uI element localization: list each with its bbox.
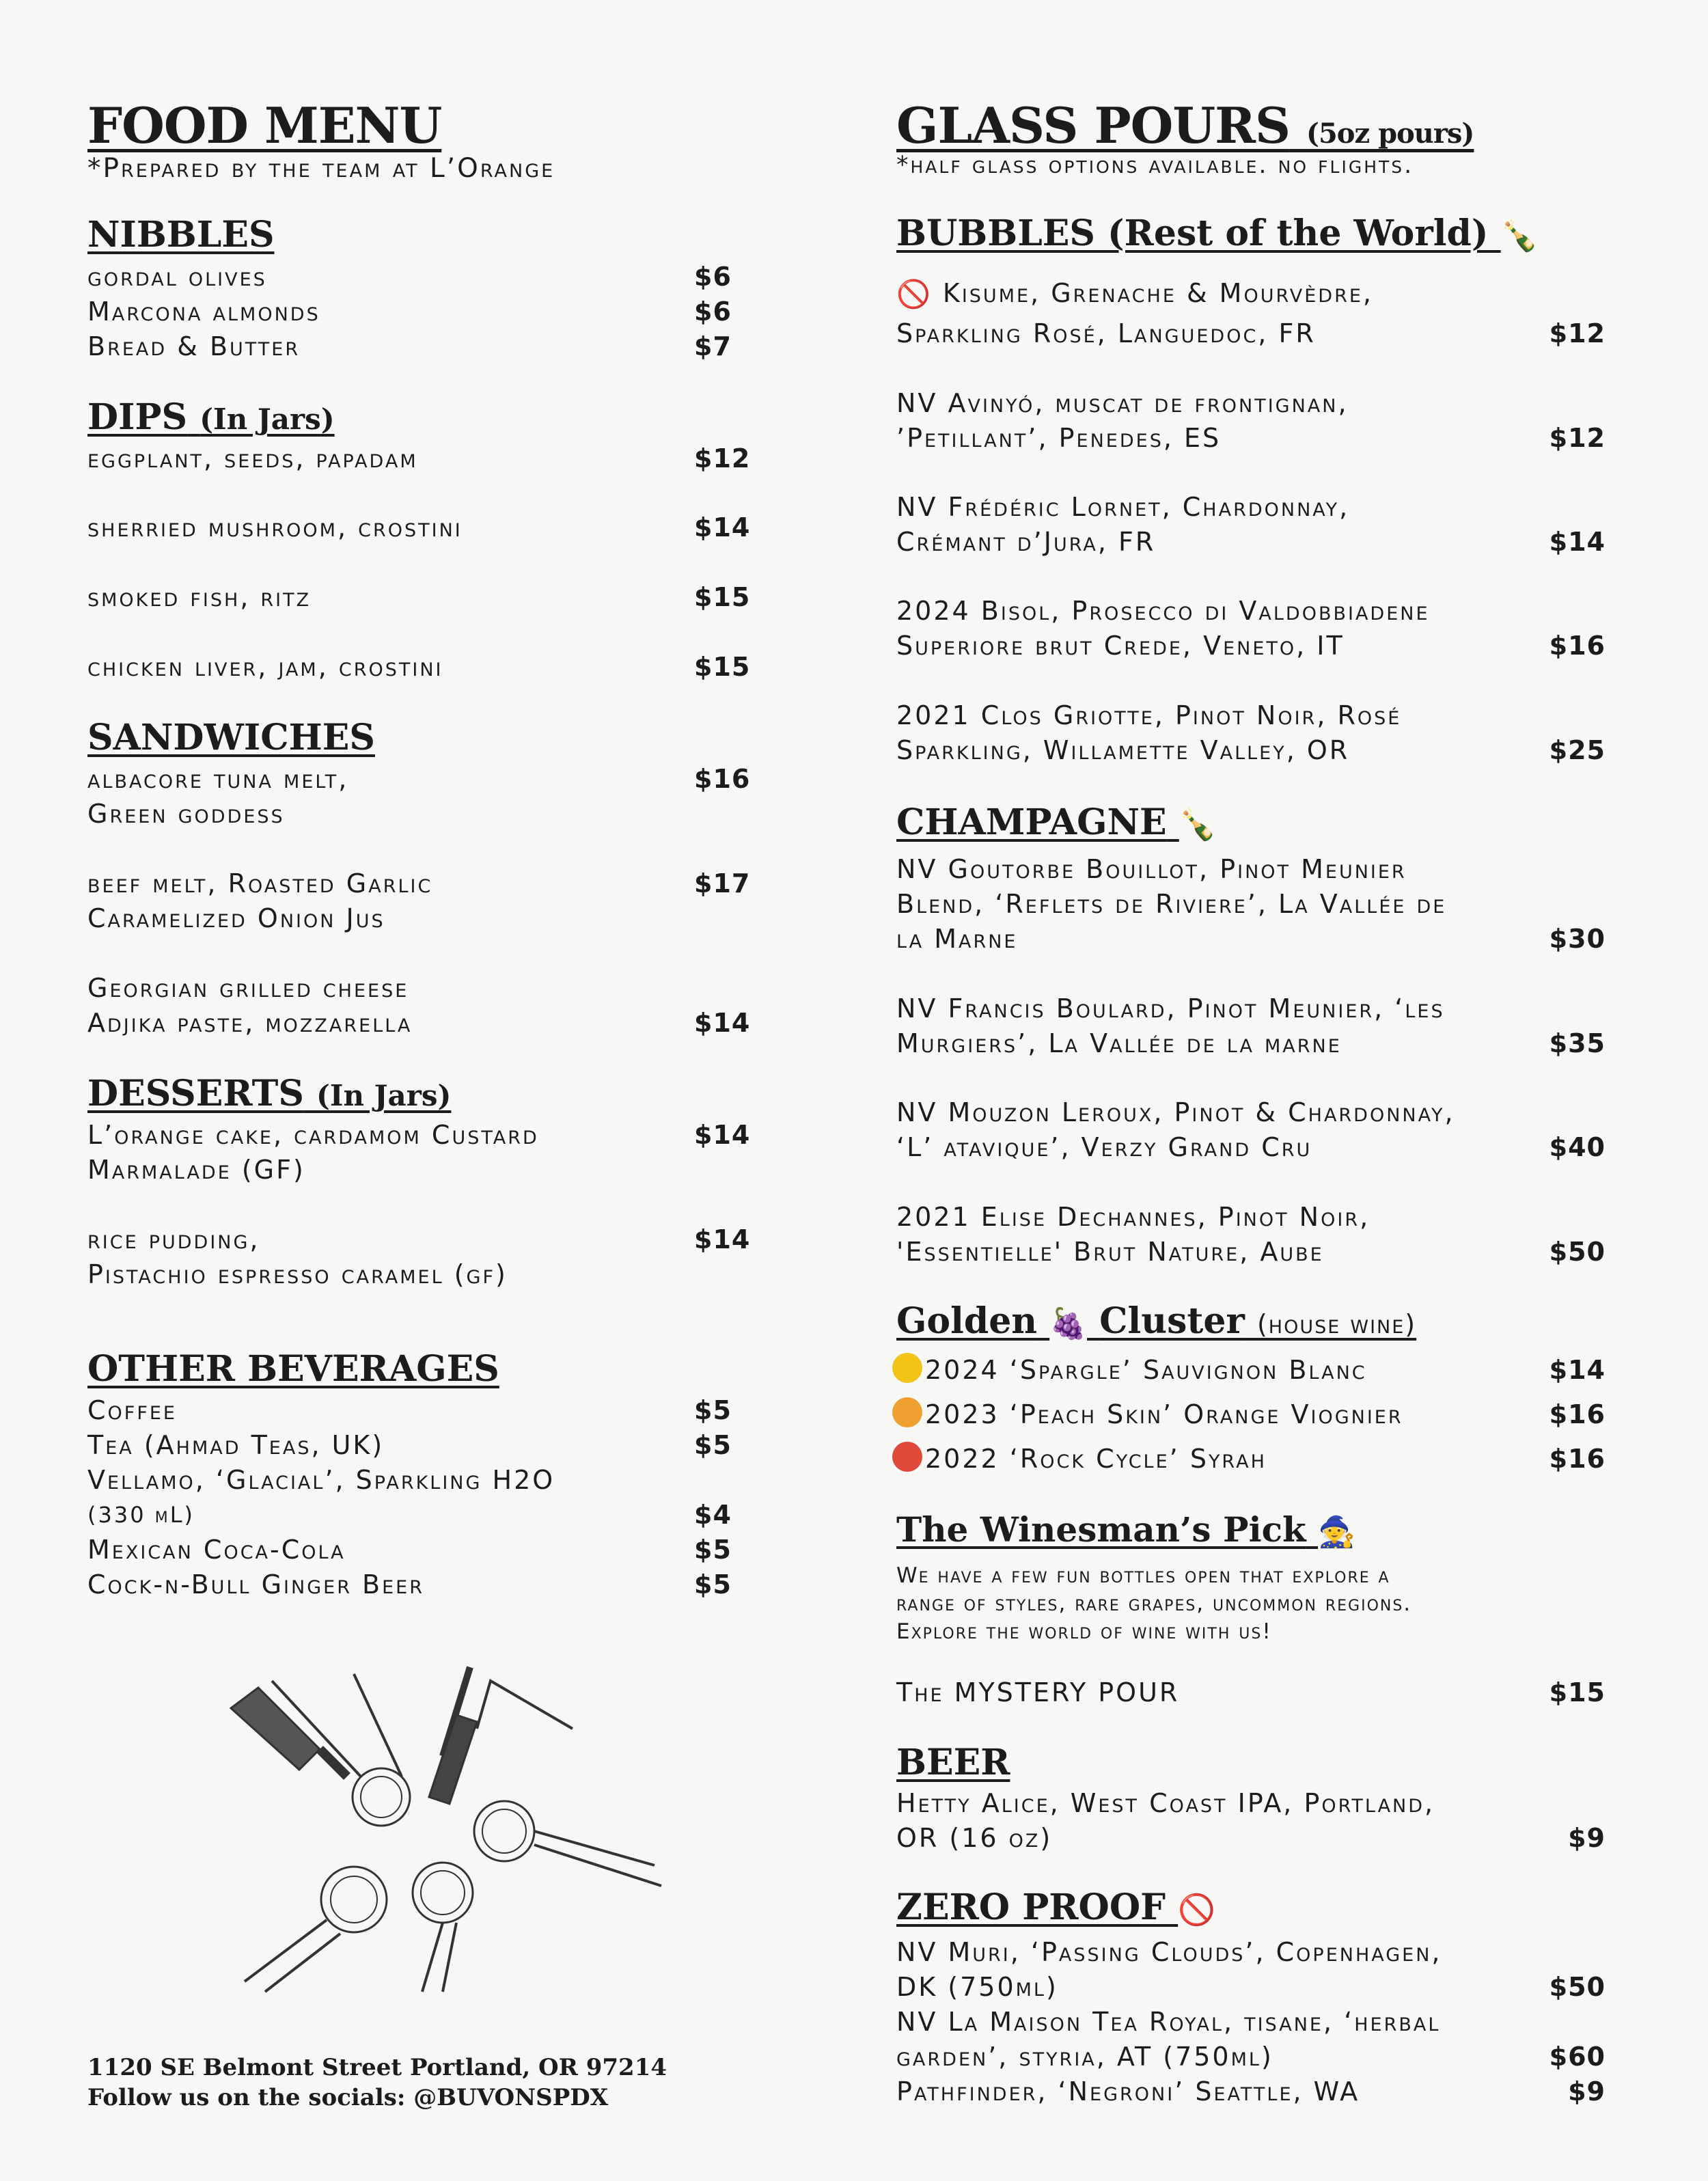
zero-proof-item: Pathfinder, ‘Negroni’ Seattle, WA	[896, 2076, 1360, 2107]
house-wine-item	[892, 1353, 1367, 1388]
menu-price: $6	[694, 297, 732, 327]
wine-price: $25	[1549, 735, 1606, 765]
beer-item-detail: OR (16 oz)	[896, 1823, 1053, 1853]
wizard-icon: 🧙	[1318, 1515, 1355, 1550]
wine-price: $12	[1549, 423, 1606, 453]
champagne-bottle-icon: 🍾	[1179, 807, 1217, 842]
section-heading-dips	[87, 396, 335, 438]
wine-item-detail: ’Petillant’, Penedes, ES	[896, 423, 1222, 453]
house-heading-a: Golden	[896, 1300, 1038, 1342]
wine-item-name: Kisume, Grenache & Mourvèdre,	[942, 278, 1373, 308]
menu-item: Cock-n-Bull Ginger Beer	[87, 1569, 424, 1600]
wine-item-detail: Sparkling, Willamette Valley, OR	[896, 735, 1350, 765]
section-heading-desserts	[87, 1073, 452, 1114]
wine-item-detail: Superiore brut Crede, Veneto, IT	[896, 631, 1345, 661]
wine-price: $12	[1549, 318, 1606, 348]
menu-price: $7	[694, 331, 732, 361]
menu-item: rice pudding,	[87, 1224, 260, 1254]
menu-item: beef melt, Roasted Garlic	[87, 868, 433, 899]
menu-price: $5	[694, 1535, 732, 1565]
menu-item: Mexican Coca-Cola	[87, 1535, 346, 1565]
section-heading-beverages: OTHER BEVERAGES	[87, 1348, 499, 1390]
house-wine-name: 2022 ‘Rock Cycle’ Syrah	[925, 1444, 1267, 1474]
grapes-icon: 🍇	[1049, 1306, 1088, 1341]
menu-item: Bread & Butter	[87, 331, 301, 361]
wine-item: 2024 Bisol, Prosecco di Valdobbiadene	[896, 596, 1430, 626]
menu-item-detail: (330 mL)	[87, 1502, 195, 1528]
menu-price: $14	[694, 512, 751, 543]
zero-proof-price: $50	[1549, 1972, 1606, 2002]
zero-proof-item-detail: DK (750ml)	[896, 1972, 1058, 2002]
menu-item: L’orange cake, cardamom Custard	[87, 1120, 539, 1150]
zero-proof-price: $60	[1549, 2042, 1606, 2072]
mystery-pour-item: The MYSTERY POUR	[896, 1677, 1180, 1707]
menu-price: $5	[694, 1395, 732, 1425]
wine-price: $30	[1549, 924, 1606, 954]
desserts-heading-label: DESSERTS	[87, 1073, 304, 1114]
beer-item: Hetty Alice, West Coast IPA, Portland,	[896, 1788, 1435, 1818]
house-wine-item	[892, 1442, 1267, 1477]
menu-price: $4	[694, 1500, 732, 1530]
section-heading-winesman	[896, 1509, 1355, 1550]
menu-item: Coffee	[87, 1395, 177, 1425]
menu-item: smoked fish, ritz	[87, 582, 312, 612]
zero-proof-item-detail: garden’, styria, AT (750ml)	[896, 2042, 1273, 2072]
toasting-glasses-illustration	[217, 1660, 689, 1995]
menu-price: $16	[694, 764, 751, 794]
wine-item: NV Mouzon Leroux, Pinot & Chardonnay,	[896, 1097, 1455, 1127]
glass-pours-title	[896, 96, 1474, 154]
wine-price: $15	[1549, 1677, 1606, 1707]
section-heading-house-wine	[896, 1300, 1417, 1342]
menu-item: Georgian grilled cheese	[87, 973, 409, 1003]
menu-item-detail: Adjika paste, mozzarella	[87, 1008, 413, 1038]
house-heading-note: (house wine)	[1256, 1309, 1417, 1339]
champagne-heading-label: CHAMPAGNE	[896, 801, 1167, 843]
wine-price: $14	[1549, 527, 1606, 557]
red-circle-icon	[892, 1442, 922, 1472]
wine-item: NV Avinyó, muscat de frontignan,	[896, 388, 1349, 418]
menu-price: $14	[694, 1120, 751, 1150]
menu-item: eggplant, seeds, papadam	[87, 443, 418, 474]
zero-proof-item: NV La Maison Tea Royal, tisane, ‘herbal	[896, 2007, 1441, 2037]
menu-item: Marcona almonds	[87, 297, 320, 327]
menu-price: $17	[694, 868, 751, 899]
dips-heading-paren: (In Jars)	[199, 402, 335, 436]
zero-proof-price: $9	[1568, 2076, 1606, 2107]
wine-price: $40	[1549, 1132, 1606, 1162]
menu-item-detail: Marmalade (GF)	[87, 1155, 305, 1185]
wine-price: $14	[1549, 1355, 1606, 1385]
glass-pours-title-note: (5oz pours)	[1306, 118, 1474, 150]
house-wine-name: 2023 ‘Peach Skin’ Orange Viognier	[925, 1399, 1403, 1429]
menu-item: Tea (Ahmad Teas, UK)	[87, 1430, 385, 1460]
wine-price: $35	[1549, 1028, 1606, 1058]
wine-item: 2021 Clos Griotte, Pinot Noir, Rosé	[896, 700, 1402, 730]
orange-circle-icon	[892, 1397, 922, 1427]
menu-price: $12	[694, 443, 751, 474]
champagne-bottle-icon: 🍾	[1500, 218, 1539, 253]
beer-price: $9	[1568, 1823, 1606, 1853]
menu-price: $15	[694, 582, 751, 612]
socials-handle: Follow us on the socials: @BUVONSPDX	[87, 2084, 609, 2111]
wine-item-detail: Sparkling Rosé, Languedoc, FR	[896, 318, 1316, 348]
menu-price: $6	[694, 262, 732, 292]
winesman-heading-label: The Winesman’s Pick	[896, 1509, 1306, 1550]
winesman-blurb-line: We have a few fun bottles open that explore a	[896, 1563, 1390, 1588]
section-heading-zero-proof	[896, 1887, 1215, 1928]
zero-proof-heading-label: ZERO PROOF	[896, 1887, 1166, 1928]
house-wine-item	[892, 1397, 1403, 1432]
menu-item: chicken liver, jam, crostini	[87, 652, 443, 682]
desserts-heading-paren: (In Jars)	[316, 1079, 452, 1112]
house-wine-name: 2024 ‘Spargle’ Sauvignon Blanc	[925, 1355, 1367, 1385]
wine-item	[896, 276, 1373, 312]
menu-price: $14	[694, 1224, 751, 1254]
menu-item: gordal olives	[87, 262, 267, 292]
bubbles-heading-label: BUBBLES (Rest of the World)	[896, 212, 1489, 254]
address: 1120 SE Belmont Street Portland, OR 97214	[87, 2054, 667, 2081]
wine-item: NV Goutorbe Bouillot, Pinot Meunier	[896, 854, 1407, 884]
glass-pours-subtitle: *half glass options available. no flights.	[896, 152, 1414, 179]
wine-price: $16	[1549, 1444, 1606, 1474]
wine-item-detail: Crémant d’Jura, FR	[896, 527, 1156, 557]
winesman-blurb-line: range of styles, rare grapes, uncommon regions.	[896, 1591, 1412, 1616]
menu-item: albacore tuna melt,	[87, 764, 349, 794]
glass-pours-title-label: GLASS POURS	[896, 96, 1290, 154]
menu-item: sherried mushroom, crostini	[87, 512, 463, 543]
wine-price: $16	[1549, 631, 1606, 661]
section-heading-champagne	[896, 801, 1217, 843]
dips-heading-label: DIPS	[87, 396, 188, 438]
wine-item-detail: Blend, ‘Reflets de Riviere’, La Vallée de	[896, 889, 1447, 919]
prohibited-icon: 🚫	[1178, 1892, 1215, 1928]
menu-item-detail: Caramelized Onion Jus	[87, 903, 385, 933]
food-menu-subtitle: *Prepared by the team at L’Orange	[87, 153, 555, 184]
house-heading-b: Cluster	[1099, 1300, 1245, 1342]
wine-item-detail: la Marne	[896, 924, 1018, 954]
wine-price: $16	[1549, 1399, 1606, 1429]
menu-item-detail: Green goddess	[87, 799, 285, 829]
menu-item: Vellamo, ‘Glacial’, Sparkling H2O	[87, 1465, 555, 1495]
wine-item: 2021 Elise Dechannes, Pinot Noir,	[896, 1202, 1370, 1232]
section-heading-beer: BEER	[896, 1742, 1010, 1783]
wine-item-detail: ‘L’ atavique’, Verzy Grand Cru	[896, 1132, 1312, 1162]
menu-price: $5	[694, 1430, 732, 1460]
menu-item-detail: Pistachio espresso caramel (gf)	[87, 1259, 508, 1289]
wine-item: NV Francis Boulard, Pinot Meunier, ‘les	[896, 993, 1445, 1024]
yellow-circle-icon	[892, 1353, 922, 1383]
menu-price: $14	[694, 1008, 751, 1038]
section-heading-nibbles: NIBBLES	[87, 214, 275, 256]
wine-price: $50	[1549, 1237, 1606, 1267]
zero-proof-item: NV Muri, ‘Passing Clouds’, Copenhagen,	[896, 1937, 1442, 1967]
wine-item-detail: 'Essentielle' Brut Nature, Aube	[896, 1237, 1324, 1267]
food-menu-title: FOOD MENU	[87, 96, 442, 154]
section-heading-bubbles	[896, 212, 1539, 254]
menu-price: $15	[694, 652, 751, 682]
winesman-blurb-line: Explore the world of wine with us!	[896, 1619, 1272, 1644]
wine-item: NV Frédéric Lornet, Chardonnay,	[896, 492, 1350, 522]
menu-price: $5	[694, 1569, 732, 1600]
section-heading-sandwiches: SANDWICHES	[87, 717, 375, 758]
wine-item-detail: Murgiers’, La Vallée de la marne	[896, 1028, 1342, 1058]
prohibited-icon: 🚫	[896, 279, 933, 310]
